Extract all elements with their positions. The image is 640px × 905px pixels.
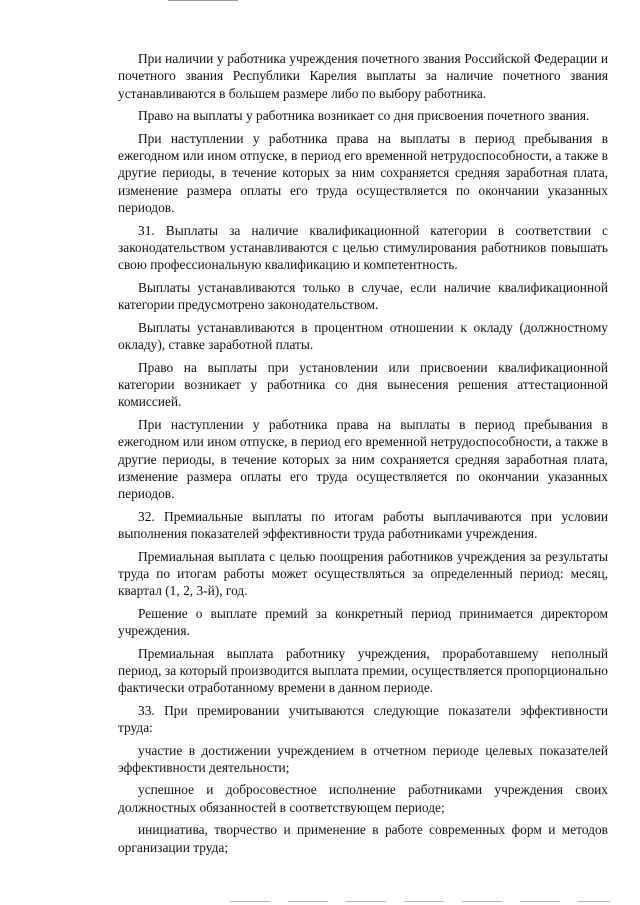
paragraph: Премиальная выплата с целью поощрения работников учреждения за результаты труда по итогам работы может осуществляться за определенный период: месяц, квартал (1, 2, 3-й), год. <box>118 548 608 599</box>
paragraph: Право на выплаты у работника возникает со дня присвоения почетного звания. <box>138 108 590 124</box>
list-item: инициатива, творчество и применение в работе современных форм и методов организации труда; <box>118 822 608 855</box>
paragraph: 33. При премировании учитываются следующие показатели эффективности труда: <box>118 702 608 736</box>
paragraph: 32. Премиальные выплаты по итогам работы выплачиваются при условии выполнения показателей эффективности труда работниками учреждения. <box>118 508 608 542</box>
paragraph: Выплаты устанавливаются в процентном отношении к окладу (должностному окладу), ставке заработной платы. <box>118 319 608 353</box>
paragraph: При наступлении у работника права на выплаты в период пребывания в ежегодном или ином отпуске, в период его временной нетрудоспособности, а также в другие периоды, в течение которых за ним сохраняется средняя заработная плата, изменение размера оплаты его труда осуществляется по окончании указанных периодов. <box>118 130 608 216</box>
paragraph: Решение о выплате премий за конкретный период принимается директором учреждения. <box>118 605 608 639</box>
paragraph: При наличии у работника учреждения почетного звания Российской Федерации и почетного звания Республики Карелия выплаты за наличие почетного звания устанавливаются в большем размере либо по выбору работника. <box>118 51 608 101</box>
paragraph: Премиальная выплата работнику учреждения, проработавшему неполный период, за который производится выплата премии, осуществляется пропорционально фактически отработанному времени в данном периоде. <box>118 645 608 696</box>
paragraph: При наступлении у работника права на выплаты в период пребывания в ежегодном или ином отпуске, в период его временной нетрудоспособности, а также в другие периоды, в течение которых за ним сохраняется средняя заработная плата, изменение размера оплаты его труда осуществляется по окончании указанных периодов. <box>118 416 608 502</box>
list-item: успешное и добросовестное исполнение работниками учреждения своих должностных обязанностей в соответствующем периоде; <box>118 782 608 815</box>
paragraph: Право на выплаты при установлении или присвоении квалификационной категории возникает у работника со дня вынесения решения аттестационной комиссией. <box>118 359 608 410</box>
paragraph: 31. Выплаты за наличие квалификационной категории в соответствии с законодательством устанавливаются с целью стимулирования работников повышать свою профессиональную квалификацию и компетентность. <box>118 222 608 273</box>
paragraph: Выплаты устанавливаются только в случае, если наличие квалификационной категории предусмотрено законодательством. <box>118 279 608 313</box>
scan-edge-bottom <box>230 901 610 902</box>
document-page <box>118 50 608 861</box>
list-item: участие в достижении учреждением в отчетном периоде целевых показателей эффективности деятельности; <box>118 742 608 776</box>
scan-edge-top <box>168 0 238 1</box>
